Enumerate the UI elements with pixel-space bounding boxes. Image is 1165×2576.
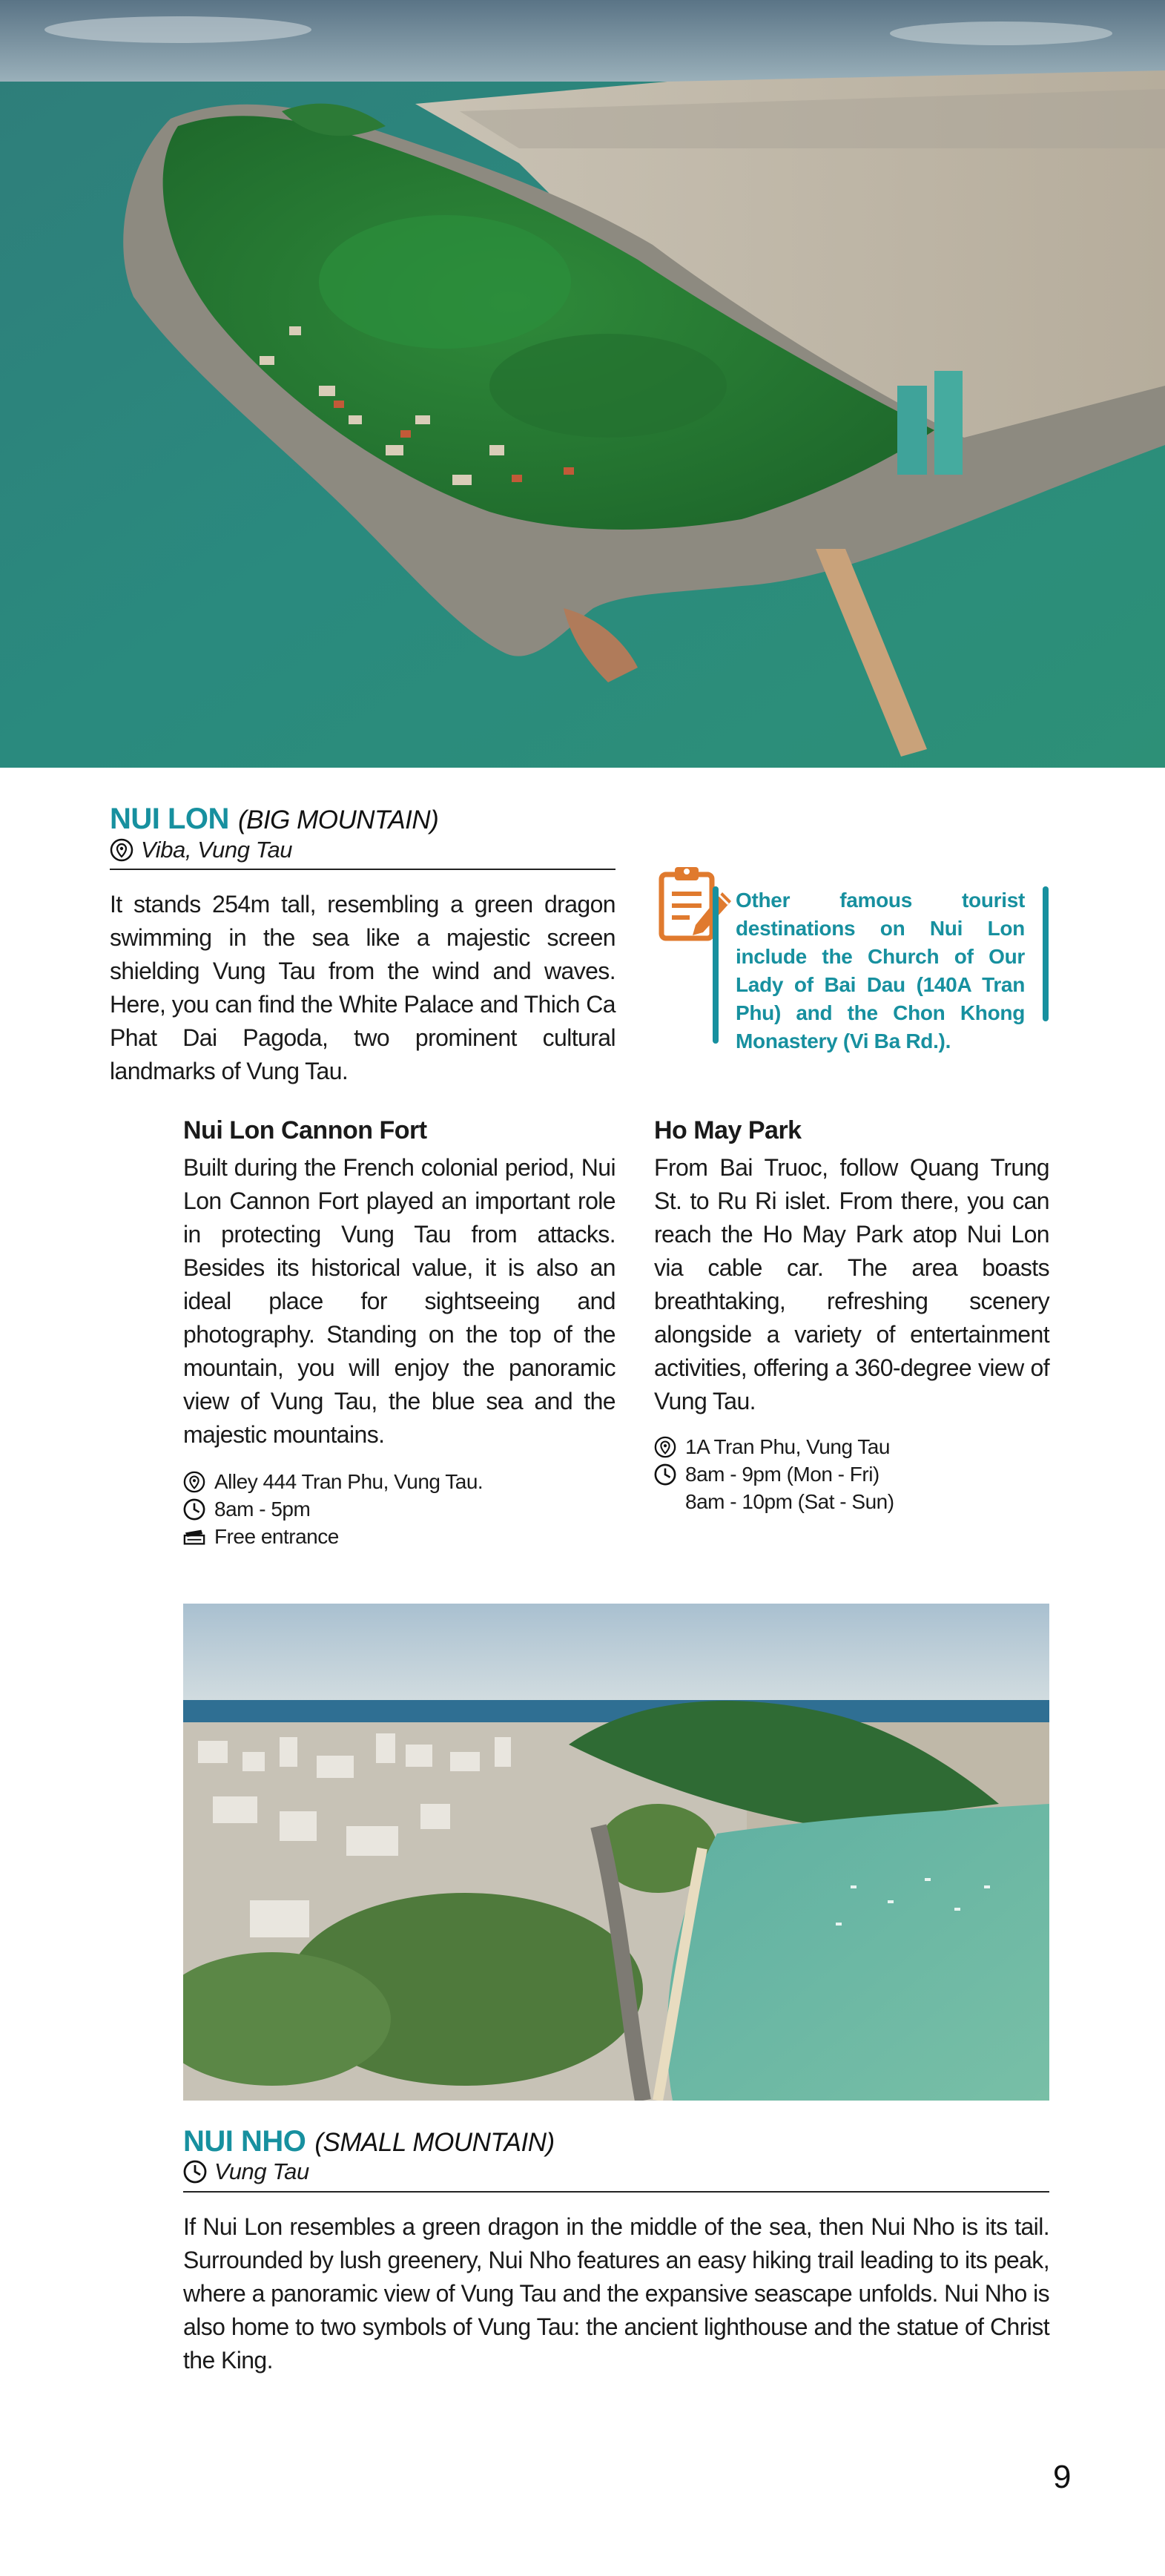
map-pin-icon [183, 1471, 205, 1493]
nui-lon-title [110, 803, 438, 837]
cannon-fort-address: Alley 444 Tran Phu, Vung Tau. [214, 1469, 484, 1493]
ho-may-info [654, 1433, 1049, 1515]
tip-bar-right [1043, 886, 1049, 1021]
nui-nho-description: If Nui Lon resembles a green dragon in the middle of the sea, then Nui Nho is its tail. Surrounded by lush greenery, Nui Nho features an easy hiking trail leading to its peak, where a panoramic view of Vung Tau and the expansive seascape unfolds. Nui Nho is also home to two symbols of Vung Tau: the ancient lighthouse and the statue of Christ the King. [183, 2213, 1049, 2374]
nui-lon-name: NUI LON [110, 803, 229, 835]
nui-nho-name: NUI NHO [183, 2125, 306, 2158]
clipboard-pencil-icon [657, 864, 734, 948]
nui-nho-location-text: Vung Tau [214, 2158, 309, 2184]
nui-nho-location [183, 2158, 309, 2185]
nui-nho-alt-name: (SMALL MOUNTAIN) [314, 2128, 555, 2157]
nui-lon-location-text: Viba, Vung Tau [141, 837, 293, 863]
ho-may-address-row [654, 1433, 1049, 1460]
ho-may-hours-row [654, 1460, 1049, 1488]
ho-may-hours-weekend: 8am - 10pm (Sat - Sun) [685, 1490, 894, 1513]
tip-bar-left [713, 886, 719, 1044]
cannon-fort-address-row [183, 1468, 615, 1495]
ticket-icon [183, 1526, 205, 1548]
cannon-fort-title: Nui Lon Cannon Fort [183, 1116, 427, 1144]
cannon-fort-description: Built during the French colonial period, Nui Lon Cannon Fort played an important role in protecting Vung Tau from attacks. Besides its historical value, it is also an ideal place for sightseeing and photography. Standing on the top of the mountain, you will enjoy the panoramic view of Vung Tau, the blue sea and the majestic mountains. [183, 1154, 615, 1448]
nui-lon-alt-name: (BIG MOUNTAIN) [237, 806, 439, 834]
nui-nho-divider [183, 2191, 1049, 2193]
nui-lon-location [110, 837, 292, 863]
cannon-fort-entrance-row [183, 1523, 615, 1550]
map-pin-icon [654, 1436, 676, 1458]
cannon-fort-hours: 8am - 5pm [214, 1497, 311, 1521]
cannon-fort-info [183, 1468, 615, 1550]
middle-photo [183, 1604, 1049, 2101]
map-pin-icon [110, 838, 133, 862]
clock-icon [183, 1498, 205, 1521]
hero-photo [0, 0, 1165, 768]
tip-text: Other famous tourist destinations on Nui Lon include the Church of Our Lady of Bai Dau (140A Tran Phu) and the Chon Khong Monastery (Vi Ba Rd.). [736, 889, 1025, 1053]
ho-may-address: 1A Tran Phu, Vung Tau [685, 1434, 890, 1458]
ho-may-description: From Bai Truoc, follow Quang Trung St. to Ru Ri islet. From there, you can reach the Ho May Park atop Nui Lon via cable car. The area boasts breathtaking, refreshing scenery alongside a variety of entertainment activities, offering a 360-degree view of Vung Tau. [654, 1154, 1049, 1414]
clock-icon [183, 2160, 207, 2184]
clock-icon [654, 1463, 676, 1486]
page-number: 9 [1053, 2459, 1072, 2495]
ho-may-hours-weekday: 8am - 9pm (Mon - Fri) [685, 1462, 879, 1486]
ho-may-title: Ho May Park [654, 1116, 802, 1144]
cannon-fort-entrance: Free entrance [214, 1524, 339, 1548]
nui-lon-description: It stands 254m tall, resembling a green dragon swimming in the sea like a majestic screen shielding Vung Tau from the wind and waves. Here, you can find the White Palace and Thich Ca Phat Dai Pagoda, two prominent cultural landmarks of Vung Tau. [110, 891, 615, 1084]
cannon-fort-hours-row [183, 1495, 615, 1523]
nui-nho-title [183, 2125, 555, 2159]
nui-lon-divider [110, 869, 615, 870]
